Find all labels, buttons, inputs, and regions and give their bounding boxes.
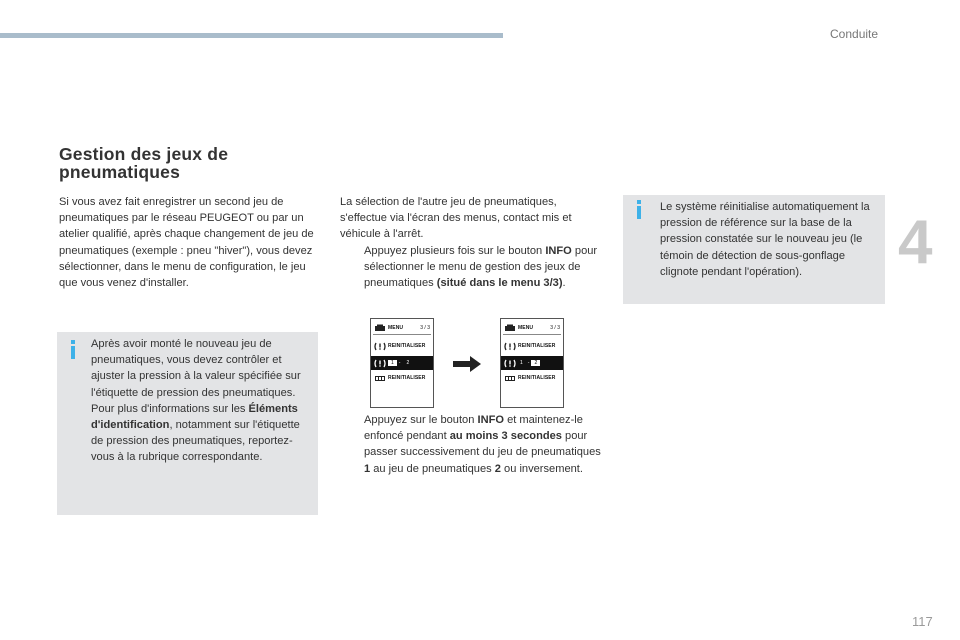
tyre-set-2: 2 [406, 360, 410, 366]
tyre-pressure-icon [374, 342, 386, 351]
tyre-set-icon [374, 374, 386, 383]
step1-t3: . [562, 277, 566, 290]
step-1 [340, 243, 605, 292]
chapter-number: 4 [898, 208, 933, 277]
info-icon [637, 200, 641, 220]
screen-reset-label: REINITIALISER [518, 343, 556, 349]
screen-menu-label: MENU [518, 325, 534, 331]
info-box-reset-text: Le système réinitialise automatiquement la pression de référence sur la base de la pression constatée sur le nouveau jeu (le témoin de détection de sous-gonflage clignote pendant l'opération). [660, 201, 870, 278]
step1-b2: (situé dans le menu 3/3) [436, 277, 563, 290]
tyre-pressure-icon [504, 359, 516, 368]
menu-icon [504, 324, 516, 333]
step2-t2: et maintenez-le enfoncé pendant [364, 414, 583, 443]
info-box-pressure-text [91, 336, 313, 466]
tyre-set-1: 1 [520, 360, 523, 366]
tyre-set-separator: - [398, 360, 401, 366]
step-2 [340, 412, 605, 477]
step2-b2: au moins 3 secondes [449, 430, 562, 443]
step2-t1: Appuyez sur le bouton [364, 414, 478, 426]
menu-icon [374, 324, 386, 333]
step1-t1: Appuyez plusieurs fois sur le bouton [364, 244, 546, 257]
info-left-part1: Après avoir monté le nouveau jeu de pneumatiques, vous devez contrôler et ajuster la pression à la valeur spécifiée sur l'étiquette de pression des pneumatiques. [91, 338, 301, 399]
intro-paragraph: Si vous avez fait enregistrer un second jeu de pneumatiques par le réseau PEUGEOT ou par un atelier qualifié, après chaque changement de jeu de pneumatiques (exemple : pneu "hiver"), vous devez sélectionner, dans le menu de configuration, le jeu que vous venez d'installer. [59, 196, 314, 290]
info-icon [71, 340, 75, 360]
step2-b3: 1 [364, 462, 371, 475]
screen-page-indicator: 3 / 3 [420, 325, 430, 331]
tyre-set-2: 2 [531, 360, 540, 366]
info-left-part3: , notamment sur l'étiquette de pression des pneumatiques, reportez-vous à la rubrique correspondante. [91, 419, 300, 464]
info-box-reset [623, 195, 885, 304]
screen-menu-label: MENU [388, 325, 404, 331]
screen-reset-label: REINITIALISER [388, 343, 426, 349]
step1-t2: pour sélectionner le menu de gestion des jeux de pneumatiques [364, 244, 598, 290]
screen-page-indicator: 3 / 3 [550, 325, 560, 331]
tyre-set-1: 1 [388, 360, 397, 366]
middle-intro: La sélection de l'autre jeu de pneumatiques, s'effectue via l'écran des menus, contact mis et véhicule à l'arrêt. [340, 196, 572, 241]
step2-t4: au jeu de pneumatiques [370, 462, 495, 475]
step2-t3: pour passer successivement du jeu de pneumatiques [364, 430, 601, 459]
display-screen-after [500, 318, 564, 408]
screen-reset-label: REINITIALISER [518, 375, 556, 381]
tyre-pressure-icon [374, 359, 386, 368]
page-number: 117 [912, 614, 933, 629]
display-screen-before [370, 318, 434, 408]
arrow-right-icon [453, 356, 481, 372]
step1-b1: INFO [545, 244, 572, 257]
screen-reset-label: REINITIALISER [388, 375, 426, 381]
info-left-part2: Pour plus d'informations sur les [91, 402, 249, 415]
header-accent-bar [0, 33, 503, 38]
tyre-pressure-icon [504, 342, 516, 351]
section-label: Conduite [830, 27, 879, 41]
tyre-set-icon [504, 374, 516, 383]
middle-column [340, 194, 605, 291]
info-box-pressure [57, 332, 318, 515]
step2-b4: 2 [494, 462, 501, 475]
step2-b1: INFO [477, 414, 504, 426]
step2-t5: ou inversement. [500, 462, 583, 475]
page-title: Gestion des jeux de pneumatiques [59, 144, 229, 182]
info-left-bold: Éléments d'identification [91, 402, 298, 432]
tyre-set-separator: - [527, 360, 530, 366]
